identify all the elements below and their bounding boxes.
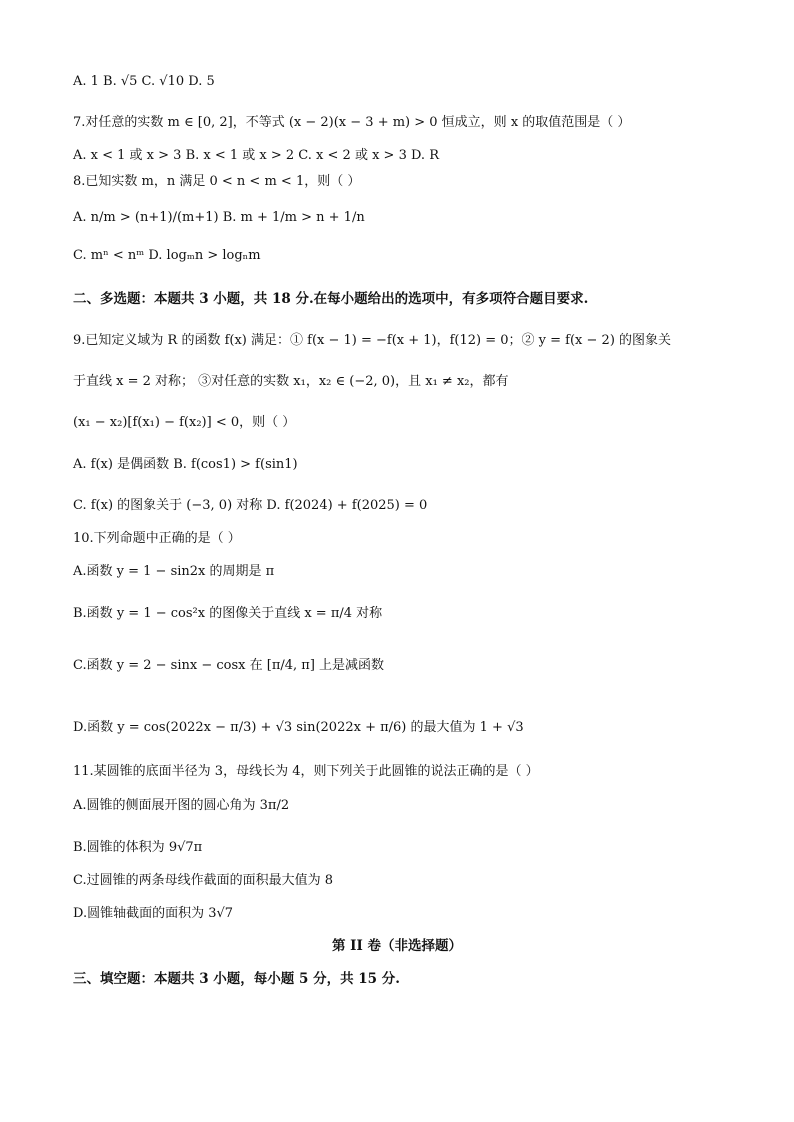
q8-stem: 8.已知实数 m，n 满足 0 < n < m < 1，则（ ）	[73, 174, 361, 189]
q10-option-d: D.函数 y = cos(2022x − π/3) + √3 sin(2022x + π/6) 的最大值为 1 + √3	[73, 720, 524, 735]
part-ii-heading: 第 II 卷（非选择题）	[331, 938, 463, 954]
q10-stem: 10.下列命题中正确的是（ ）	[73, 531, 241, 546]
q10-option-b: B.函数 y = 1 − cos²x 的图像关于直线 x = π/4 对称	[73, 606, 383, 621]
q11-option-c: C.过圆锥的两条母线作截面的面积最大值为 8	[73, 873, 334, 888]
q11-option-a: A.圆锥的侧面展开图的圆心角为 3π/2	[73, 798, 290, 813]
q11-option-d: D.圆锥轴截面的面积为 3√7	[73, 906, 234, 921]
q8-options-cd: C. mⁿ < nᵐ D. logₘn > logₙm	[73, 248, 261, 263]
q9-options-cd: C. f(x) 的图象关于 (−3, 0) 对称 D. f(2024) + f(2025) = 0	[73, 498, 428, 513]
q6-options: A. 1 B. √5 C. √10 D. 5	[73, 74, 215, 89]
q7-options: A. x < 1 或 x > 3 B. x < 1 或 x > 2 C. x < 2 或 x > 3 D. R	[73, 148, 439, 163]
q9-stem-line2: 于直线 x = 2 对称； ③对任意的实数 x₁，x₂ ∈ (−2, 0)，且 x₁ ≠ x₂，都有	[73, 374, 509, 389]
q11-option-b: B.圆锥的体积为 9√7π	[73, 840, 203, 855]
q7-stem: 7.对任意的实数 m ∈ [0, 2]，不等式 (x − 2)(x − 3 + m) > 0 恒成立，则 x 的取值范围是（ ）	[73, 115, 631, 130]
q11-stem: 11.某圆锥的底面半径为 3，母线长为 4，则下列关于此圆锥的说法正确的是（ ）	[73, 764, 539, 779]
q8-options-ab: A. n/m > (n+1)/(m+1) B. m + 1/m > n + 1/n	[73, 210, 365, 225]
q10-option-a: A.函数 y = 1 − sin2x 的周期是 π	[73, 564, 275, 579]
section-fill-blank-heading: 三、填空题：本题共 3 小题，每小题 5 分，共 15 分.	[73, 971, 400, 987]
q9-options-ab: A. f(x) 是偶函数 B. f(cos1) > f(sin1)	[73, 457, 298, 472]
q9-stem-line1: 9.已知定义域为 R 的函数 f(x) 满足：① f(x − 1) = −f(x + 1)，f(12) = 0；② y = f(x − 2) 的图象关	[73, 333, 672, 348]
q9-stem-line3: (x₁ − x₂)[f(x₁) − f(x₂)] < 0，则（ ）	[73, 415, 296, 430]
q10-option-c: C.函数 y = 2 − sinx − cosx 在 [π/4, π] 上是减函数	[73, 658, 385, 673]
section-multiple-choice-heading: 二、多选题：本题共 3 小题，共 18 分.在每小题给出的选项中，有多项符合题目要求.	[73, 291, 589, 307]
